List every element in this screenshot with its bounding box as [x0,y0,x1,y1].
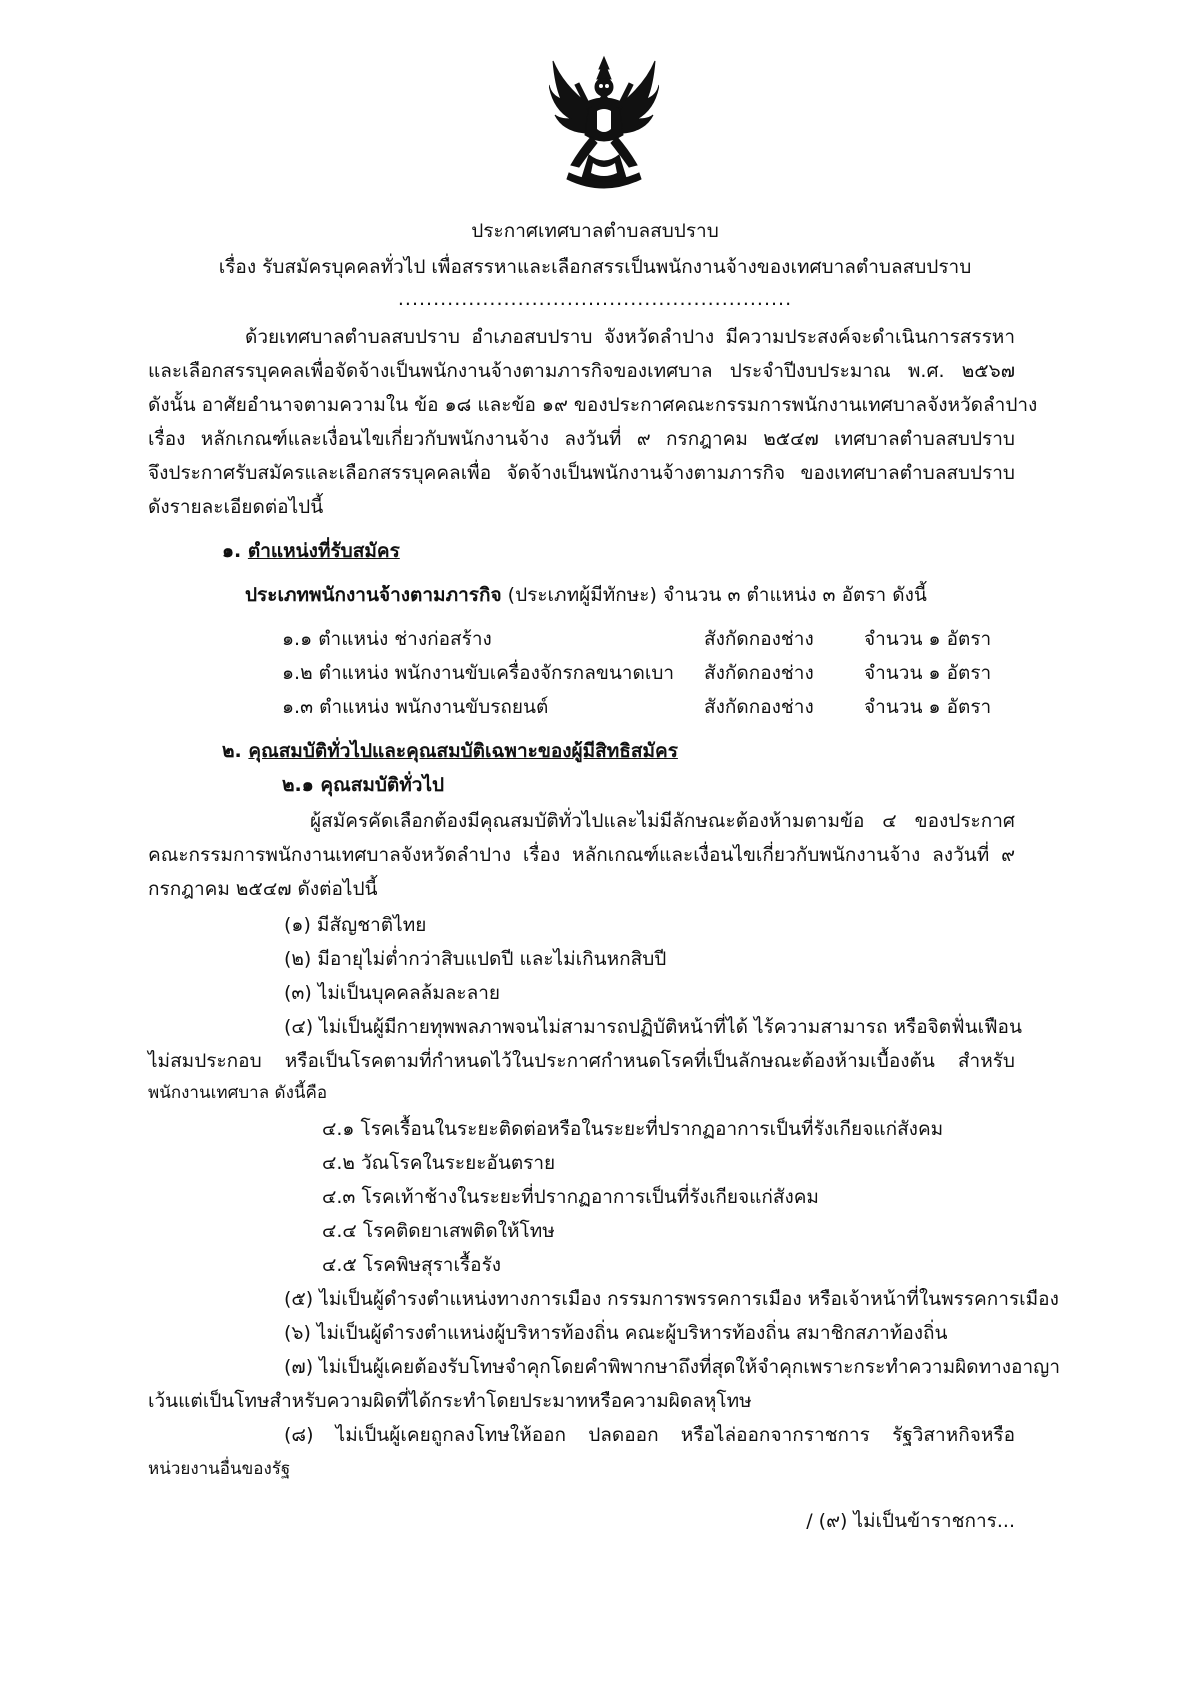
section-2-title: คุณสมบัติทั่วไปและคุณสมบัติเฉพาะของผู้มีสิทธิสมัคร [248,740,678,762]
qualification-item-4-line-3: พนักงานเทศบาล ดังนี้คือ [148,1083,328,1103]
position-name: ๑.๒ ตำแหน่ง พนักงานขับเครื่องจักรกลขนาดเบา [282,662,675,684]
qualification-item-5: (๕) ไม่เป็นผู้ดำรงตำแหน่งทางการเมือง กรรมการพรรคการเมือง หรือเจ้าหน้าที่ในพรรคการเมือง [284,1288,1059,1310]
section-2-1-heading: ๒.๑ คุณสมบัติทั่วไป [282,774,445,796]
qualification-para-line-1: ผู้สมัครคัดเลือกต้องมีคุณสมบัติทั่วไปและไม่มีลักษณะต้องห้ามตามข้อ ๔ ของประกาศ [310,810,1015,832]
disease-item: ๔.๕ โรคพิษสุราเรื้อรัง [322,1254,502,1276]
intro-line-2: และเลือกสรรบุคคลเพื่อจัดจ้างเป็นพนักงานจ้างตามภารกิจของเทศบาล ประจำปีงบประมาณ พ.ศ. ๒๕๖๗ [148,360,1015,382]
announcement-subject: เรื่อง รับสมัครบุคคลทั่วไป เพื่อสรรหาและเลือกสรรเป็นพนักงานจ้างของเทศบาลตำบลสบปราบ [218,256,972,278]
position-row [0,626,1190,652]
position-count: จำนวน ๑ อัตรา [864,662,992,684]
position-department: สังกัดกองช่าง [704,628,814,650]
disease-item: ๔.๑ โรคเรื้อนในระยะติดต่อหรือในระยะที่ปรากฏอาการเป็นที่รังเกียจแก่สังคม [322,1118,944,1140]
qualification-para-line-3: กรกฎาคม ๒๕๔๗ ดังต่อไปนี้ [148,878,378,900]
qualification-item-7-line-2: เว้นแต่เป็นโทษสำหรับความผิดที่ได้กระทำโดยประมาทหรือความผิดลหุโทษ [148,1390,752,1412]
qualification-item-8-line-1: (๘) ไม่เป็นผู้เคยถูกลงโทษให้ออก ปลดออก หรือไล่ออกจากราชการ รัฐวิสาหกิจหรือ [284,1424,1015,1446]
qualification-item-2: (๒) มีอายุไม่ต่ำกว่าสิบแปดปี และไม่เกินหกสิบปี [284,948,667,970]
position-type-detail: (ประเภทผู้มีทักษะ) จำนวน ๓ ตำแหน่ง ๓ อัตรา ดังนี้ [501,584,927,606]
intro-line-1: ด้วยเทศบาลตำบลสบปราบ อำเภอสบปราบ จังหวัดลำปาง มีความประสงค์จะดำเนินการสรรหา [245,326,1015,348]
position-count: จำนวน ๑ อัตรา [864,628,992,650]
position-name: ๑.๓ ตำแหน่ง พนักงานขับรถยนต์ [282,696,549,718]
qualification-item-4-line-1: (๔) ไม่เป็นผู้มีกายทุพพลภาพจนไม่สามารถปฏิบัติหน้าที่ได้ ไร้ความสามารถ หรือจิตฟั่นเฟือน [284,1016,1022,1038]
section-1-title: ตำแหน่งที่รับสมัคร [247,540,400,562]
announcement-title: ประกาศเทศบาลตำบลสบปราบ [471,220,719,242]
disease-item: ๔.๒ วัณโรคในระยะอันตราย [322,1152,556,1174]
title-separator: ........................................................ [397,288,793,310]
qualification-item-6: (๖) ไม่เป็นผู้ดำรงตำแหน่งผู้บริหารท้องถิ่น คณะผู้บริหารท้องถิ่น สมาชิกสภาท้องถิ่น [284,1322,948,1344]
position-count: จำนวน ๑ อัตรา [864,696,992,718]
position-type-line [245,582,927,608]
page-continuation: / (๙) ไม่เป็นข้าราชการ... [806,1510,1015,1532]
garuda-emblem-icon [549,55,659,195]
position-name: ๑.๑ ตำแหน่ง ช่างก่อสร้าง [282,628,492,650]
qualification-item-7-line-1: (๗) ไม่เป็นผู้เคยต้องรับโทษจำคุกโดยคำพิพากษาถึงที่สุดให้จำคุกเพราะกระทำความผิดทางอาญา [284,1356,1060,1378]
qualification-item-4-line-2: ไม่สมประกอบ หรือเป็นโรคตามที่กำหนดไว้ในประกาศกำหนดโรคที่เป็นลักษณะต้องห้ามเบื้องต้น สำหรับ [148,1050,1015,1072]
section-2-number: ๒. [222,740,242,762]
section-1-number: ๑. [222,540,242,562]
position-department: สังกัดกองช่าง [704,696,814,718]
intro-line-4: เรื่อง หลักเกณฑ์และเงื่อนไขเกี่ยวกับพนักงานจ้าง ลงวันที่ ๙ กรกฎาคม ๒๕๔๗ เทศบาลตำบลสบปราบ [148,428,1015,450]
qualification-item-3: (๓) ไม่เป็นบุคคลล้มละลาย [284,982,501,1004]
intro-line-5: จึงประกาศรับสมัครและเลือกสรรบุคคลเพื่อ จัดจ้างเป็นพนักงานจ้างตามภารกิจ ของเทศบาลตำบลสบปราบ [148,462,1015,484]
intro-line-6: ดังรายละเอียดต่อไปนี้ [148,496,324,518]
intro-line-3: ดังนั้น อาศัยอำนาจตามความใน ข้อ ๑๘ และข้อ ๑๙ ของประกาศคณะกรรมการพนักงานเทศบาลจังหวัดลำปาง [148,394,1038,416]
disease-item: ๔.๔ โรคติดยาเสพติดให้โทษ [322,1220,555,1242]
section-1-heading [222,538,400,564]
position-row [0,660,1190,686]
qualification-item-1: (๑) มีสัญชาติไทย [284,914,427,936]
position-row [0,694,1190,720]
qualification-item-8-line-2: หน่วยงานอื่นของรัฐ [148,1459,291,1479]
position-type-label: ประเภทพนักงานจ้างตามภารกิจ [245,584,502,606]
section-2-heading [222,738,678,764]
qualification-para-line-2: คณะกรรมการพนักงานเทศบาลจังหวัดลำปาง เรื่อง หลักเกณฑ์และเงื่อนไขเกี่ยวกับพนักงานจ้าง ลงวันที่ ๙ [148,844,1015,866]
position-department: สังกัดกองช่าง [704,662,814,684]
disease-item: ๔.๓ โรคเท้าช้างในระยะที่ปรากฏอาการเป็นที่รังเกียจแก่สังคม [322,1186,819,1208]
